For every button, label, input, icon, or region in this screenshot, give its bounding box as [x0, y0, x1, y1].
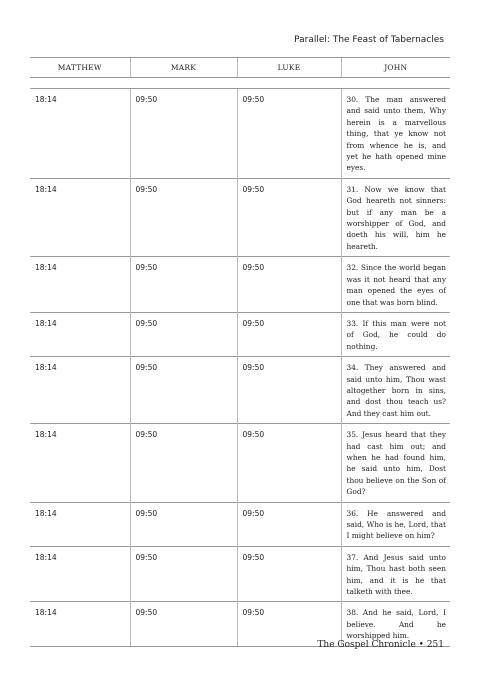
cell-luke: 09:50 — [237, 89, 341, 179]
cell-mark: 09:50 — [130, 546, 237, 602]
cell-luke: 09:50 — [237, 502, 341, 546]
cell-matthew: 18:14 — [30, 357, 130, 424]
parallel-table-body — [30, 89, 450, 647]
cell-matthew: 18:14 — [30, 424, 130, 502]
cell-john: 30. The man answered and said unto them, Why herein is a marvellous thing, that ye know not from whence he is, and yet he hath opened mine eyes. — [341, 89, 450, 179]
cell-mark: 09:50 — [130, 257, 237, 313]
cell-matthew: 18:14 — [30, 312, 130, 356]
cell-john: 37. And Jesus said unto him, Thou hast both seen him, and it is he that talketh with thee. — [341, 546, 450, 602]
column-header-matthew: MATTHEW — [30, 58, 130, 78]
cell-mark: 09:50 — [130, 312, 237, 356]
column-header-mark: MARK — [130, 58, 237, 78]
column-header-john: JOHN — [341, 58, 450, 78]
cell-luke: 09:50 — [237, 424, 341, 502]
cell-matthew: 18:14 — [30, 502, 130, 546]
table-row — [30, 546, 450, 602]
table-row — [30, 424, 450, 502]
cell-luke: 09:50 — [237, 357, 341, 424]
cell-john: 34. They answered and said unto him, Thou wast altogether born in sins, and dost thou teach us? And they cast him out. — [341, 357, 450, 424]
cell-luke: 09:50 — [237, 546, 341, 602]
cell-mark: 09:50 — [130, 602, 237, 646]
cell-john: 33. If this man were not of God, he could do nothing. — [341, 312, 450, 356]
running-head: Parallel: The Feast of Tabernacles — [294, 35, 444, 45]
page-footer: The Gospel Chronicle • 251 — [317, 640, 444, 650]
table-row — [30, 502, 450, 546]
cell-luke: 09:50 — [237, 257, 341, 313]
cell-matthew: 18:14 — [30, 602, 130, 646]
cell-mark: 09:50 — [130, 89, 237, 179]
cell-mark: 09:50 — [130, 178, 237, 256]
cell-john: 36. He answered and said, Who is he, Lord, that I might believe on him? — [341, 502, 450, 546]
table-row — [30, 312, 450, 356]
column-header-luke: LUKE — [237, 58, 341, 78]
table-row — [30, 178, 450, 256]
table-row — [30, 257, 450, 313]
cell-matthew: 18:14 — [30, 546, 130, 602]
table-row — [30, 357, 450, 424]
cell-john: 32. Since the world began was it not heard that any man opened the eyes of one that was born blind. — [341, 257, 450, 313]
parallel-table — [30, 88, 450, 647]
cell-mark: 09:50 — [130, 424, 237, 502]
cell-john: 38. And he said, Lord, I believe. And he worshipped him. — [341, 602, 450, 646]
cell-matthew: 18:14 — [30, 178, 130, 256]
header-row — [30, 58, 450, 78]
table-row — [30, 89, 450, 179]
cell-mark: 09:50 — [130, 357, 237, 424]
cell-matthew: 18:14 — [30, 257, 130, 313]
cell-matthew: 18:14 — [30, 89, 130, 179]
cell-mark: 09:50 — [130, 502, 237, 546]
cell-john: 31. Now we know that God heareth not sinners: but if any man be a worshipper of God, and doeth his will, him he heareth. — [341, 178, 450, 256]
cell-luke: 09:50 — [237, 602, 341, 646]
cell-luke: 09:50 — [237, 312, 341, 356]
cell-luke: 09:50 — [237, 178, 341, 256]
cell-john: 35. Jesus heard that they had cast him out; and when he had found him, he said unto him, Dost thou believe on the Son of God? — [341, 424, 450, 502]
column-header-table — [30, 57, 450, 78]
